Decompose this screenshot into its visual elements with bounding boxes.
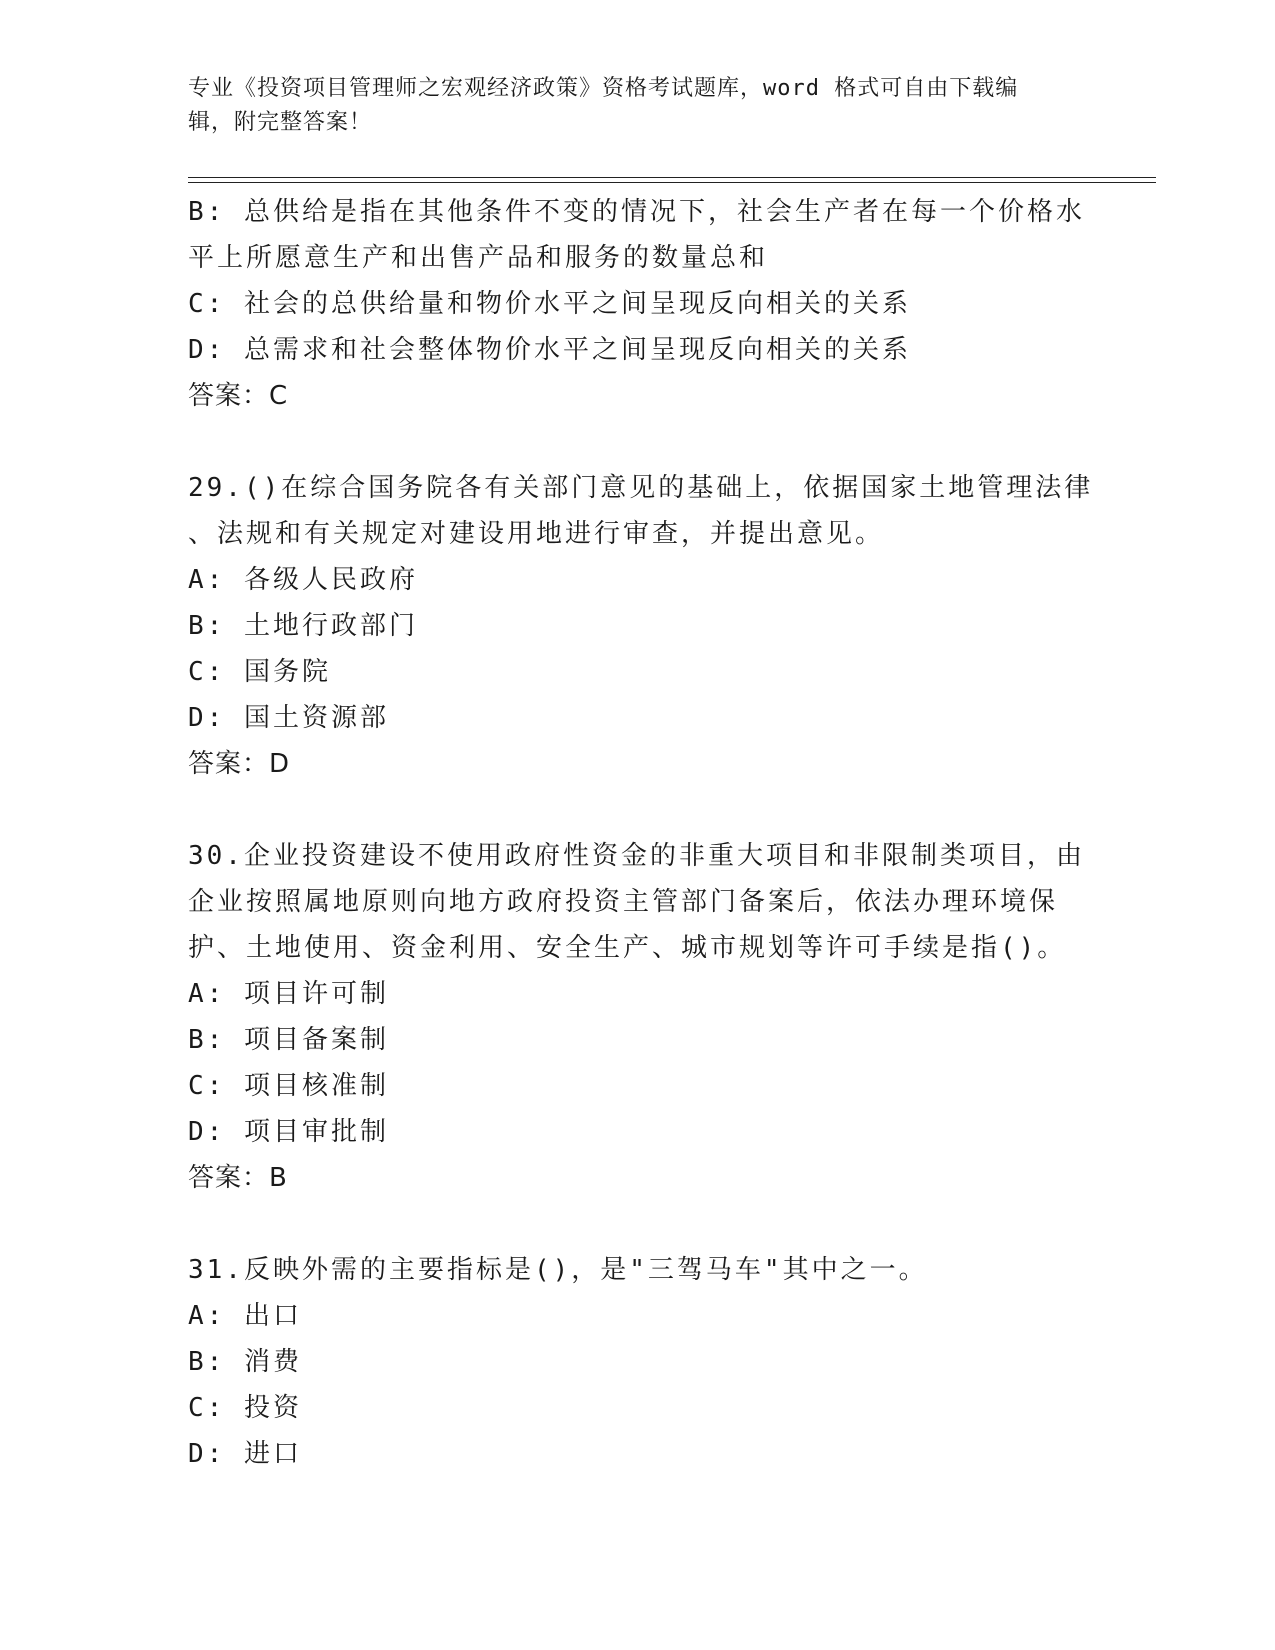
answer-text: 答案：D [188, 749, 291, 779]
question-stem: 护、土地使用、资金利用、安全生产、城市规划等许可手续是指()。 [188, 933, 1067, 963]
answer-text: 答案：C [188, 381, 289, 411]
option-c: C: 国务院 [188, 657, 331, 687]
question-stem: 、法规和有关规定对建设用地进行审查，并提出意见。 [188, 519, 885, 549]
answer-text: 答案：B [188, 1163, 288, 1193]
question-stem: 31.反映外需的主要指标是()，是"三驾马车"其中之一。 [188, 1255, 928, 1285]
option-a: A: 出口 [188, 1301, 302, 1331]
option-text: 平上所愿意生产和出售产品和服务的数量总和 [188, 243, 769, 273]
question-content [188, 189, 1094, 1477]
question-31 [188, 1247, 1088, 1477]
question-30 [188, 833, 1088, 1201]
question-stem: 企业按照属地原则向地方政府投资主管部门备案后，依法办理环境保 [188, 887, 1059, 917]
option-b: B: 项目备案制 [188, 1025, 389, 1055]
option-a: A: 项目许可制 [188, 979, 389, 1009]
spacer [188, 1201, 1088, 1247]
option-d: D: 总需求和社会整体物价水平之间呈现反向相关的关系 [188, 335, 911, 365]
option-b [188, 189, 1088, 281]
header-line: 专业《投资项目管理师之宏观经济政策》资格考试题库，word 格式可自由下载编 [188, 76, 1019, 101]
option-d: D: 国土资源部 [188, 703, 389, 733]
question-29 [188, 465, 1094, 787]
header-divider-top [188, 177, 1156, 178]
option-d: D: 项目审批制 [188, 1117, 389, 1147]
option-c: C: 社会的总供给量和物价水平之间呈现反向相关的关系 [188, 289, 911, 319]
question-stem: 29.()在综合国务院各有关部门意见的基础上，依据国家土地管理法律 [188, 473, 1094, 503]
option-c: C: 投资 [188, 1393, 302, 1423]
question-continuation [188, 189, 1088, 419]
option-b: B: 消费 [188, 1347, 302, 1377]
spacer [188, 419, 1088, 465]
document-header [188, 72, 1068, 140]
question-stem: 30.企业投资建设不使用政府性资金的非重大项目和非限制类项目，由 [188, 841, 1085, 871]
option-text: B: 总供给是指在其他条件不变的情况下，社会生产者在每一个价格水 [188, 197, 1085, 227]
spacer [188, 787, 1088, 833]
header-line: 辑，附完整答案！ [188, 110, 373, 135]
option-a: A: 各级人民政府 [188, 565, 418, 595]
header-divider-bottom [188, 182, 1156, 183]
option-d: D: 进口 [188, 1439, 302, 1469]
option-c: C: 项目核准制 [188, 1071, 389, 1101]
option-b: B: 土地行政部门 [188, 611, 418, 641]
